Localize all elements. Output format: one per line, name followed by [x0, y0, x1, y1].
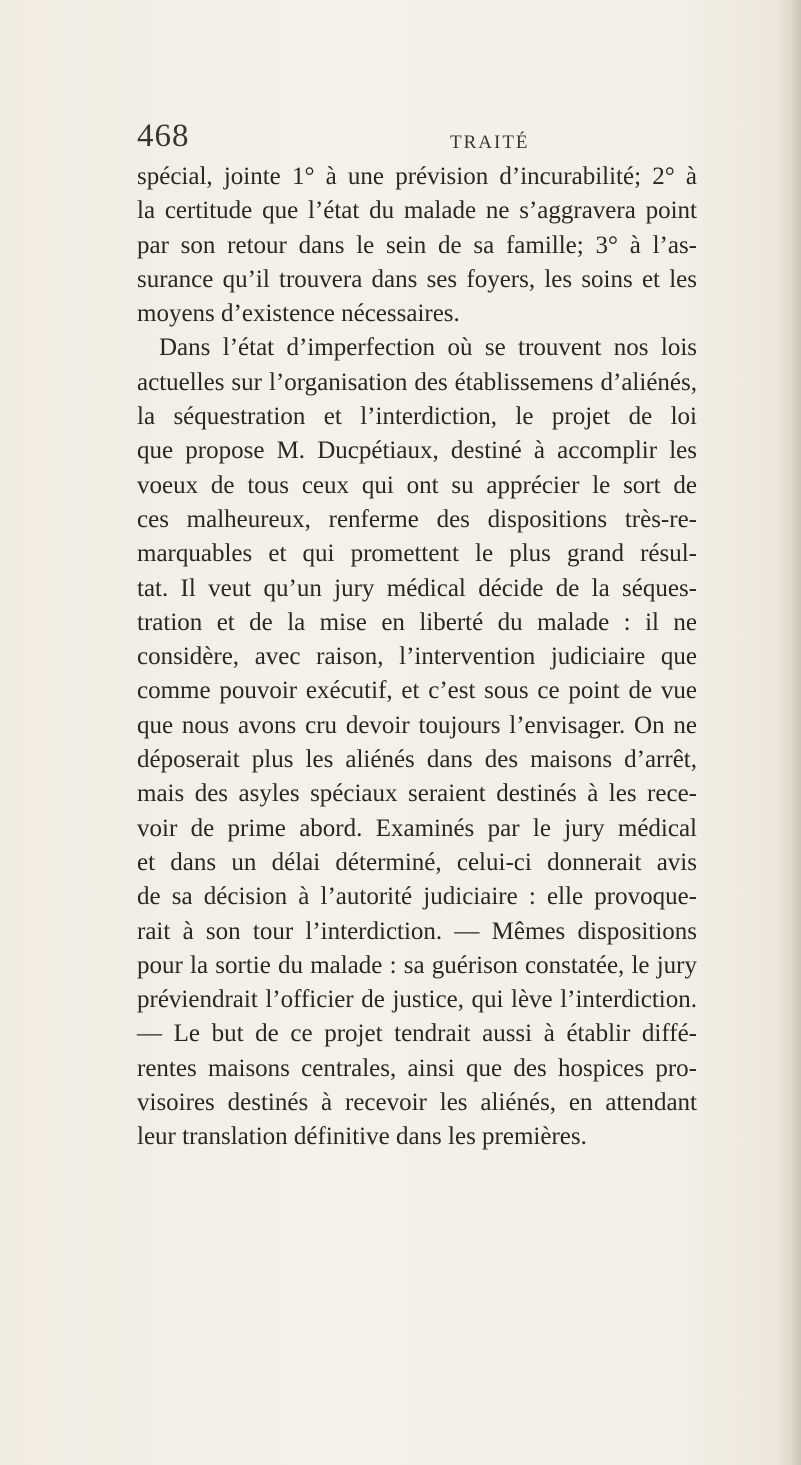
text-line: actuelles sur l’organisation des établissemens d’aliénés, — [137, 368, 697, 396]
text-line: voeux de tous ceux qui ont su apprécier le sort de — [137, 471, 697, 499]
text-line: et dans un délai déterminé, celui-ci donnerait avis — [137, 848, 697, 876]
text-line: comme pouvoir exécutif, et c’est sous ce point de vue — [137, 677, 697, 705]
text-line: pour la sortie du malade : sa guérison constatée, le jury — [137, 951, 697, 979]
text-line: préviendrait l’officier de justice, qui lève l’interdiction. — [137, 986, 697, 1014]
page-number: 468 — [137, 118, 190, 154]
text-line: ces malheureux, renferme des dispositions très-re- — [137, 505, 697, 533]
text-line: voir de prime abord. Examinés par le jury médical — [137, 814, 697, 842]
page-header — [137, 118, 697, 158]
text-line: spécial, jointe 1° à une prévision d’incurabilité; 2° à — [137, 163, 697, 190]
text-line: par son retour dans le sein de sa famille; 3° à l’as- — [137, 231, 697, 259]
text-line: — Le but de ce projet tendrait aussi à établir diffé- — [137, 1020, 697, 1048]
running-head: TRAITÉ — [450, 132, 530, 153]
text-line: mais des asyles spéciaux seraient destinés à les rece- — [137, 780, 697, 808]
text-line: marquables et qui promettent le plus grand résul- — [137, 540, 697, 568]
page-edge-shadow — [775, 0, 801, 1465]
text-line: tat. Il veut qu’un jury médical décide de la séques- — [137, 574, 697, 602]
text-line: rait à son tour l’interdiction. — Mêmes dispositions — [137, 917, 697, 945]
text-line: considère, avec raison, l’intervention judiciaire que — [137, 643, 697, 671]
text-line: la séquestration et l’interdiction, le projet de loi — [137, 403, 697, 431]
text-line: surance qu’il trouvera dans ses foyers, les soins et les — [137, 265, 697, 293]
text-line: tration et de la mise en liberté du malade : il ne — [137, 608, 697, 636]
text-line: que propose M. Ducpétiaux, destiné à accomplir les — [137, 437, 697, 465]
body-text — [137, 160, 697, 1155]
text-line: leur translation définitive dans les premières. — [137, 1123, 587, 1151]
text-line: rentes maisons centrales, ainsi que des hospices pro- — [137, 1054, 697, 1082]
text-line: Dans l’état d’imperfection où se trouvent nos lois — [159, 334, 697, 362]
text-line: moyens d’existence nécessaires. — [137, 300, 460, 328]
text-line: de sa décision à l’autorité judiciaire : elle provoque- — [137, 883, 697, 911]
text-line: visoires destinés à recevoir les aliénés, en attendant — [137, 1089, 697, 1117]
text-line: déposerait plus les aliénés dans des maisons d’arrêt, — [137, 746, 697, 774]
text-line: que nous avons cru devoir toujours l’envisager. On ne — [137, 711, 697, 739]
text-line: la certitude que l’état du malade ne s’aggravera point — [137, 197, 697, 225]
